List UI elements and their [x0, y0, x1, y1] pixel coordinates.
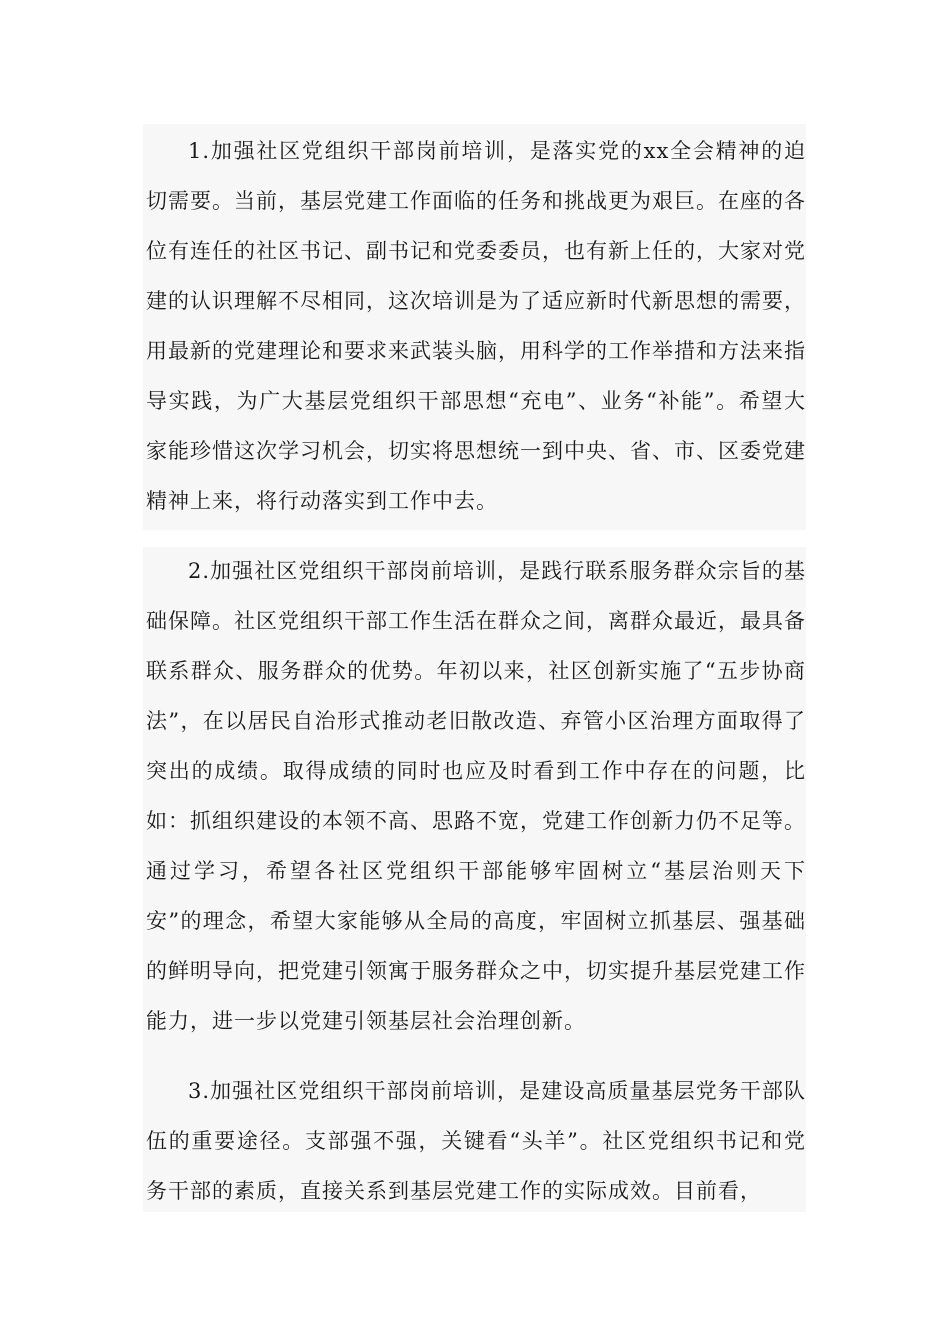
paragraph-1: 1.加强社区党组织干部岗前培训，是落实党的xx全会精神的迫切需要。当前，基层党建工作面临的任务和挑战更为艰巨。在座的各位有连任的社区书记、副书记和党委委员，也有新上任的，大家对党建的认识理解不尽相同，这次培训是为了适应新时代新思想的需要，用最新的党建理论和要求来武装头脑，用科学的工作举措和方法来指导实践，为广大基层党组织干部思想“充电”、业务“补能”。希望大家能珍惜这次学习机会，切实将思想统一到中央、省、市、区委党建精神上来，将行动落实到工作中去。: [146, 139, 806, 513]
paragraph-2: 2.加强社区党组织干部岗前培训，是践行联系服务群众宗旨的基础保障。社区党组织干部工作生活在群众之间，离群众最近，最具备联系群众、服务群众的优势。年初以来，社区创新实施了“五步协商法”，在以居民自治形式推动老旧散改造、弃管小区治理方面取得了突出的成绩。取得成绩的同时也应及时看到工作中存在的问题，比如：抓组织建设的本领不高、思路不宽，党建工作创新力仍不足等。通过学习，希望各社区党组织干部能够牢固树立“基层治则天下安”的理念，希望大家能够从全局的高度，牢固树立抓基层、强基础的鲜明导向，把党建引领寓于服务群众之中，切实提升基层党建工作能力，进一步以党建引领基层社会治理创新。: [146, 559, 806, 1033]
paragraph-3: 3.加强社区党组织干部岗前培训，是建设高质量基层党务干部队伍的重要途径。支部强不强，关键看“头羊”。社区党组织书记和党务干部的素质，直接关系到基层党建工作的实际成效。目前看，: [146, 1079, 806, 1203]
